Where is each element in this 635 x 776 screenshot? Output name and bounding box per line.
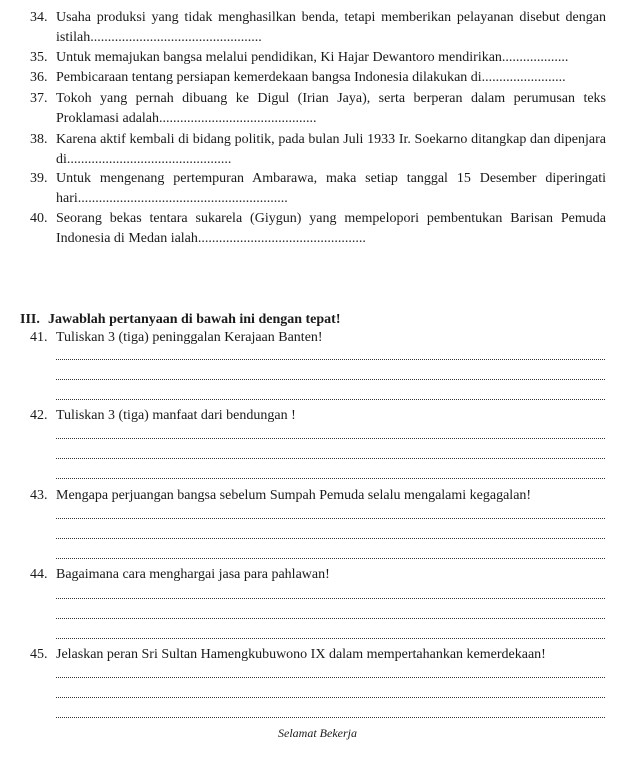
question-42 xyxy=(30,406,606,426)
answer-line[interactable] xyxy=(56,598,605,599)
question-35 xyxy=(30,48,606,68)
question-45 xyxy=(30,645,606,665)
answer-line[interactable] xyxy=(56,478,605,479)
section-heading xyxy=(20,310,341,330)
question-36 xyxy=(30,68,606,88)
question-number: 36. xyxy=(30,70,48,85)
question-text: Tuliskan 3 (tiga) peninggalan Kerajaan Banten! xyxy=(56,330,323,345)
answer-line[interactable] xyxy=(56,638,605,639)
question-text: Jelaskan peran Sri Sultan Hamengkubuwono IX dalam mempertahankan kemerdekaan! xyxy=(56,647,546,662)
answer-line[interactable] xyxy=(56,438,605,439)
question-text: Bagaimana cara menghargai jasa para pahlawan! xyxy=(56,567,330,582)
closing-note: Selamat Bekerja xyxy=(278,726,357,740)
question-number: 45. xyxy=(30,647,48,662)
question-number: 43. xyxy=(30,488,48,503)
question-34 xyxy=(30,8,606,48)
question-40 xyxy=(30,209,606,249)
answer-line[interactable] xyxy=(56,717,605,718)
question-number: 44. xyxy=(30,567,48,582)
question-number: 40. xyxy=(30,211,48,226)
question-text: Pembicaraan tentang persiapan kemerdekaan bangsa Indonesia dilakukan di........................ xyxy=(56,70,566,85)
question-text: Untuk mengenang pertempuran Ambarawa, maka setiap tanggal 15 Desember diperingati hari............................................................ xyxy=(56,171,606,206)
question-number: 42. xyxy=(30,408,48,423)
question-text: Mengapa perjuangan bangsa sebelum Sumpah Pemuda selalu mengalami kegagalan! xyxy=(56,488,532,503)
question-number: 39. xyxy=(30,171,48,186)
answer-line[interactable] xyxy=(56,458,605,459)
answer-line[interactable] xyxy=(56,538,605,539)
question-number: 38. xyxy=(30,132,48,147)
answer-line[interactable] xyxy=(56,618,605,619)
question-text: Tuliskan 3 (tiga) manfaat dari bendungan ! xyxy=(56,408,296,423)
question-number: 41. xyxy=(30,330,48,345)
answer-line[interactable] xyxy=(56,677,605,678)
answer-line[interactable] xyxy=(56,359,605,360)
section-number: III. xyxy=(20,312,40,327)
question-43 xyxy=(30,486,606,506)
answer-line[interactable] xyxy=(56,558,605,559)
question-number: 34. xyxy=(30,10,48,25)
question-37 xyxy=(30,89,606,129)
question-number: 37. xyxy=(30,91,48,106)
question-text: Untuk memajukan bangsa melalui pendidikan, Ki Hajar Dewantoro mendirikan................... xyxy=(56,50,569,65)
answer-line[interactable] xyxy=(56,399,605,400)
section-title: Jawablah pertanyaan di bawah ini dengan tepat! xyxy=(48,312,341,327)
question-39 xyxy=(30,169,606,209)
question-text: Tokoh yang pernah dibuang ke Digul (Irian Jaya), serta berperan dalam perumusan teks Proklamasi adalah............................................. xyxy=(56,91,606,126)
answer-line[interactable] xyxy=(56,518,605,519)
question-38 xyxy=(30,130,606,170)
question-44 xyxy=(30,565,606,585)
question-text: Usaha produksi yang tidak menghasilkan benda, tetapi memberikan pelayanan disebut dengan istilah................................................. xyxy=(56,10,606,45)
answer-line[interactable] xyxy=(56,697,605,698)
question-number: 35. xyxy=(30,50,48,65)
question-text: Seorang bekas tentara sukarela (Giygun) yang mempelopori pembentukan Barisan Pemuda Indonesia di Medan ialah................................................ xyxy=(56,211,606,246)
question-41 xyxy=(30,328,606,348)
question-text: Karena aktif kembali di bidang politik, pada bulan Juli 1933 Ir. Soekarno ditangkap dan dipenjara di............................................... xyxy=(56,132,606,167)
answer-line[interactable] xyxy=(56,379,605,380)
